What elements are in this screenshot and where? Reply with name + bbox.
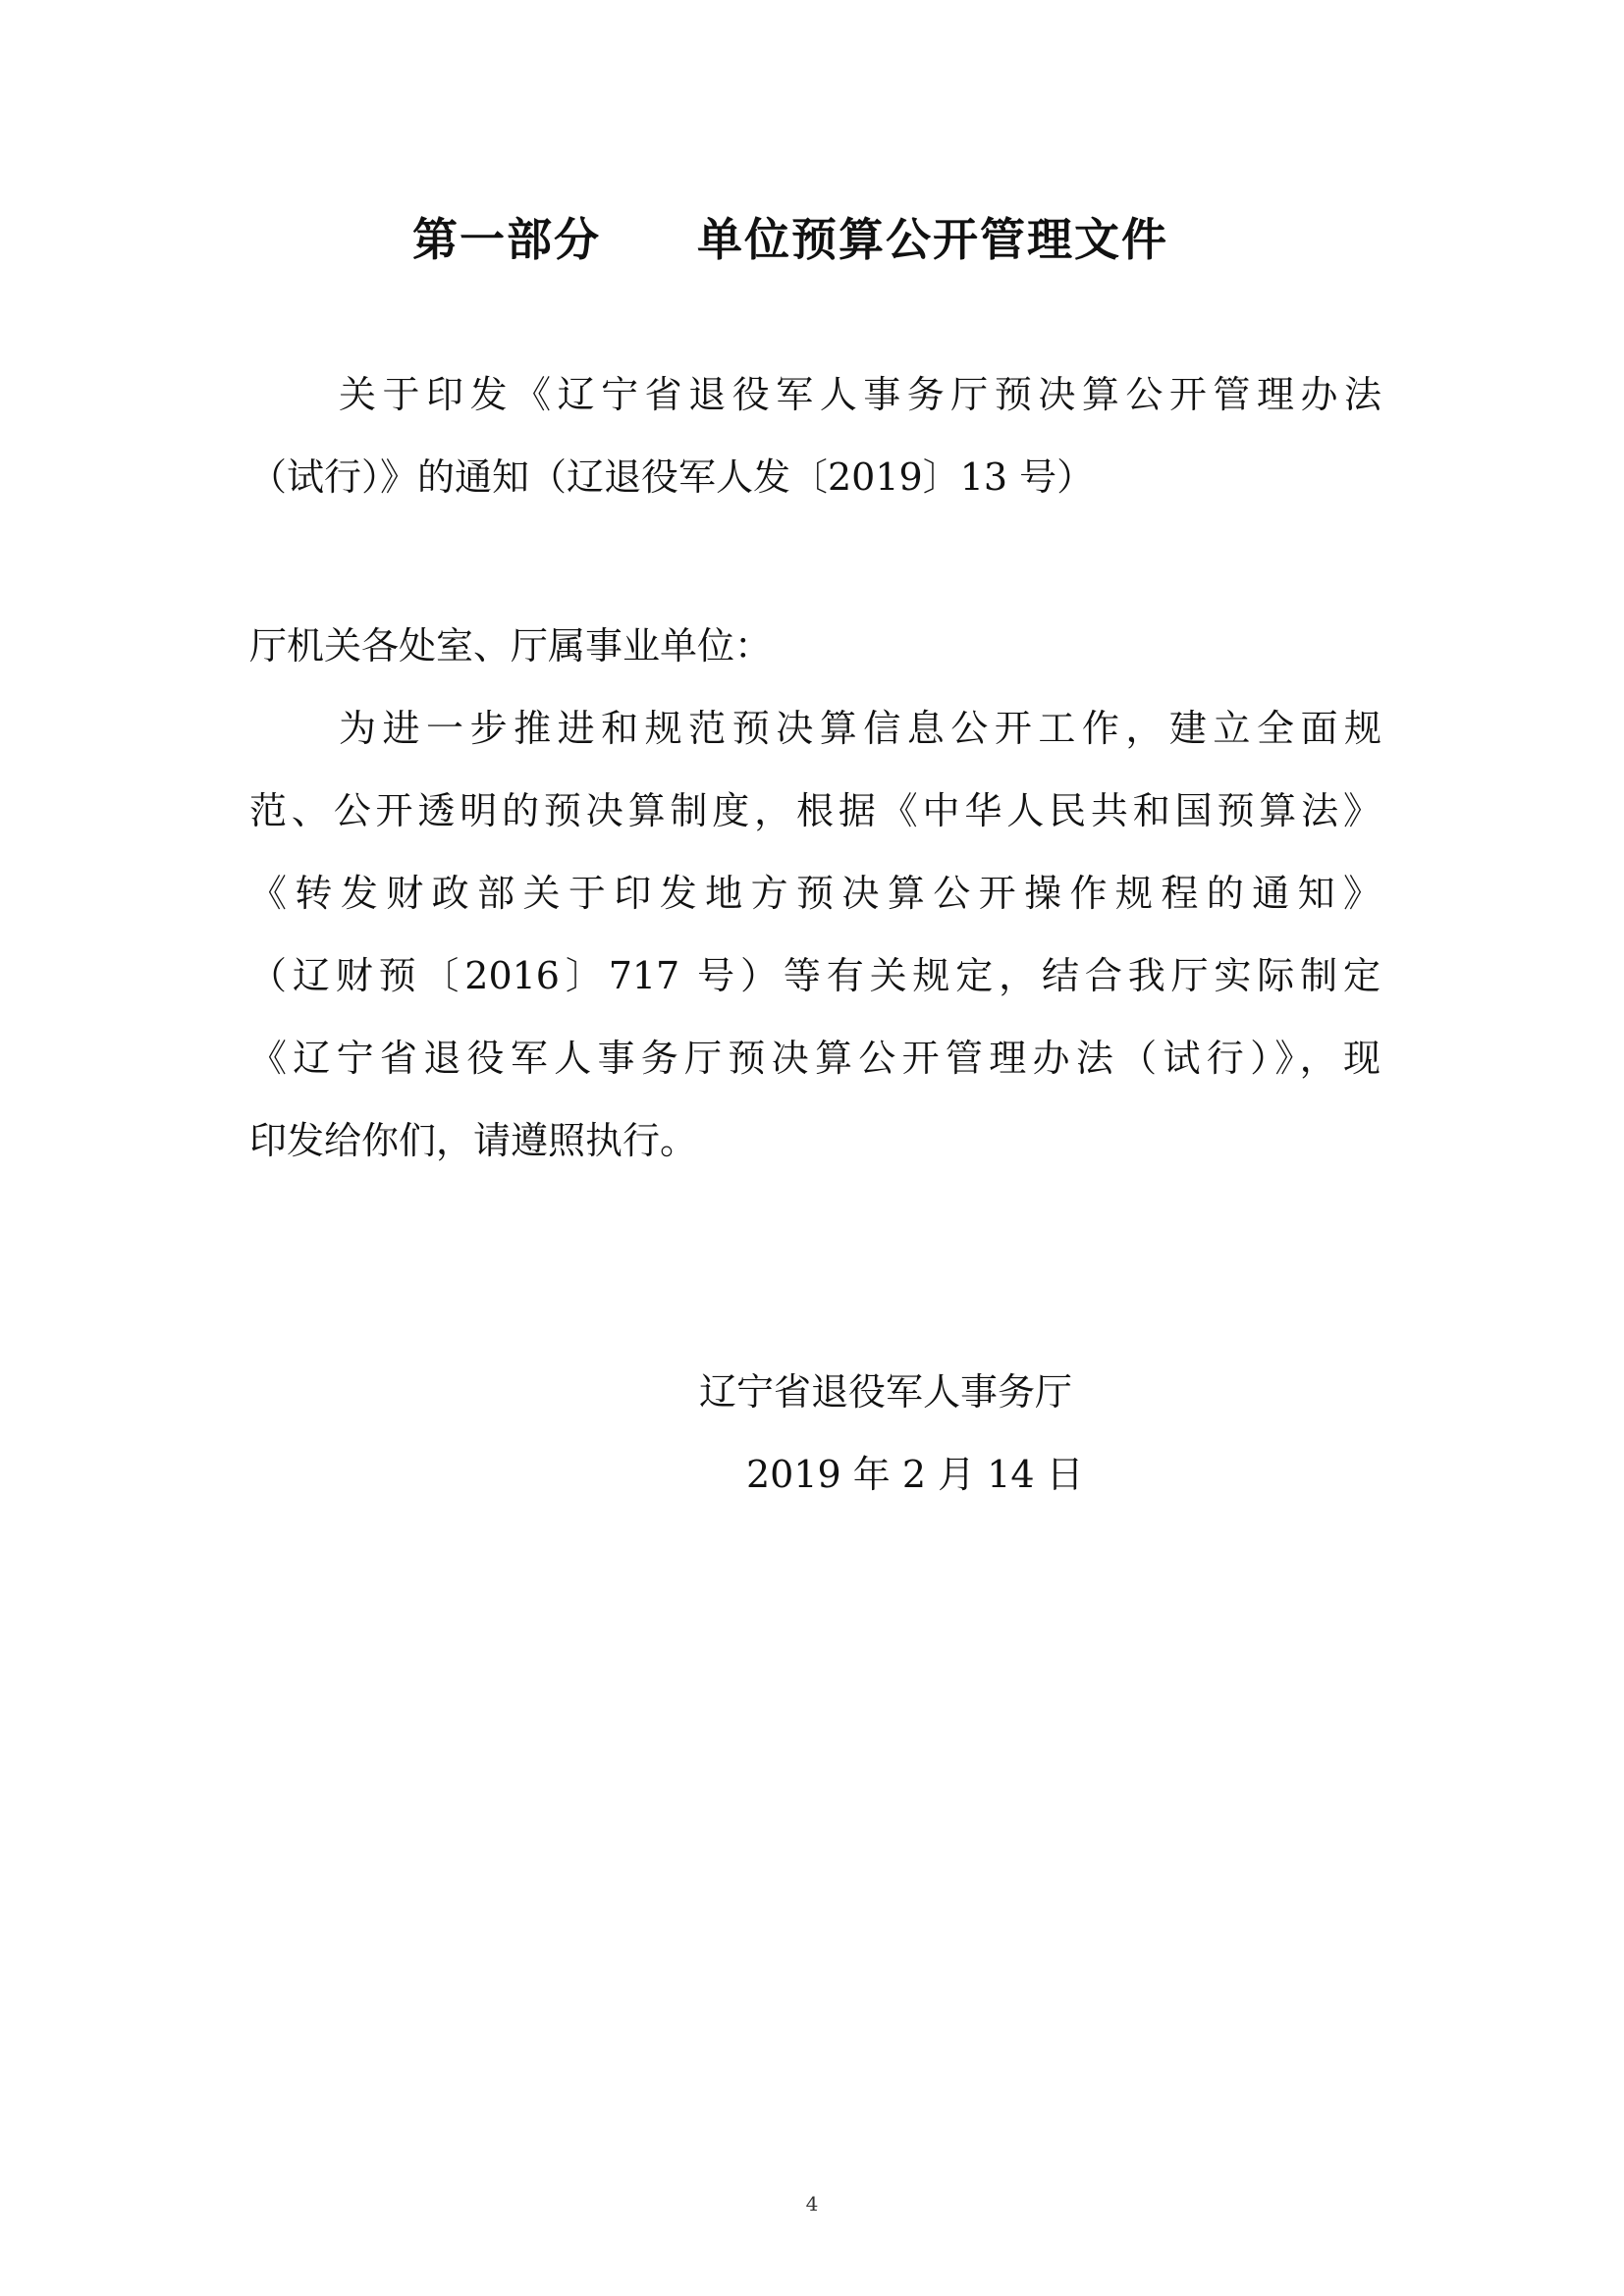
body-line-6: 印发给你们，请遵照执行。 bbox=[249, 1119, 698, 1162]
page-number: 4 bbox=[805, 2192, 819, 2216]
body-line-1: 为进一步推进和规范预决算信息公开工作，建立全面规 bbox=[339, 707, 1381, 750]
signature-organization: 辽宁省退役军人事务厅 bbox=[699, 1370, 1073, 1414]
body-line-4: （辽财预〔2016〕717 号）等有关规定，结合我厅实际制定 bbox=[249, 954, 1380, 997]
body-line-5: 《辽宁省退役军人事务厅预决算公开管理办法（试行）》，现 bbox=[249, 1037, 1380, 1080]
title-name: 单位预算公开管理文件 bbox=[697, 213, 1168, 266]
body-line-3: 《转发财政部关于印发地方预决算公开操作规程的通知》 bbox=[249, 872, 1380, 915]
notice-heading-line-1: 关于印发《辽宁省退役军人事务厅预决算公开管理办法 bbox=[339, 373, 1381, 416]
salutation: 厅机关各处室、厅属事业单位： bbox=[249, 624, 773, 667]
page-title bbox=[412, 204, 1168, 269]
body-line-2: 范、公开透明的预决算制度，根据《中华人民共和国预算法》 bbox=[249, 789, 1380, 832]
notice-heading-line-2: （试行）》的通知（辽退役军人发〔2019〕13 号） bbox=[249, 455, 1095, 499]
signature-date: 2019 年 2 月 14 日 bbox=[746, 1453, 1084, 1496]
title-part: 第一部分 bbox=[412, 213, 601, 266]
